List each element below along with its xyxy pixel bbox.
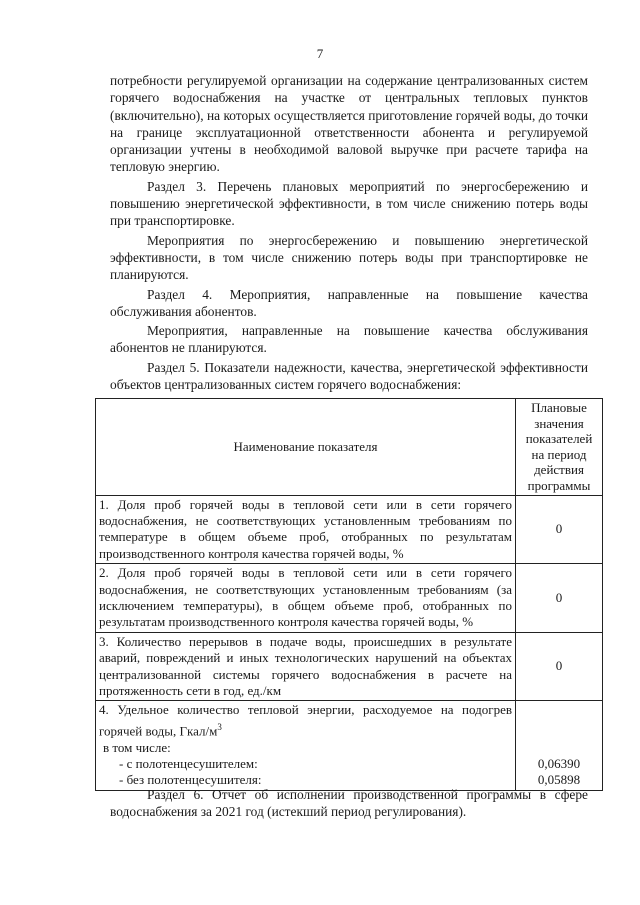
row4-including: в том числе: <box>103 739 171 755</box>
indicators-table <box>95 398 603 791</box>
section-3-heading: Раздел 3. Перечень плановых мероприятий по энергосбережению и повышению энергетической эффективности, в том числе снижению потерь воды при транспортировке. <box>110 178 588 229</box>
page-number: 7 <box>316 46 324 61</box>
indicator-value <box>516 701 603 790</box>
table-row <box>96 564 603 633</box>
row4-sub2-name: - без полотенцесушителя: <box>119 772 262 788</box>
section-6-heading: Раздел 6. Отчет об исполнении производственной программы в сфере водоснабжения за 2021 год (истекший период регулирования). <box>110 787 588 820</box>
row4-sub1-value: 0,06390 <box>537 755 581 771</box>
unit-superscript: 3 <box>217 721 222 732</box>
header-planned-values: Плановые значения показателей на период действия программы <box>516 399 603 496</box>
table-header-row <box>96 399 603 496</box>
indicator-name <box>96 701 516 790</box>
row4-sub2-value: 0,05898 <box>537 772 581 788</box>
table-row <box>96 632 603 701</box>
indicator-name: 3. Количество перерывов в подаче воды, происшедших в результате аварий, повреждений и иных технологических нарушений на объектах централизованной системы горячего водоснабжения в расчете на протяженность сети в год, ед./км <box>96 632 516 701</box>
section-4-text: Мероприятия, направленные на повышение качества обслуживания абонентов не планируются. <box>110 323 588 356</box>
indicator-name: 1. Доля проб горячей воды в тепловой сети или в сети горячего водоснабжения, не соответствующих установленным требованиям по температуре в общем объеме проб, отобранных по результатам производственного контроля качества горячей воды, % <box>96 495 516 564</box>
paragraph-continuation: потребности регулируемой организации на содержание централизованных систем горячего водоснабжения на участке от центральных тепловых пунктов (включительно), на которых осуществляется приготовление горячей воды, до точки на границе эксплуатационной ответственности абонента и регулируемой организации учтены в необходимой валовой выручке при расчете тарифа на тепловую энергию. <box>110 73 588 175</box>
row4-sub1-name: - с полотенцесушителем: <box>119 755 258 771</box>
indicator-value: 0 <box>516 564 603 633</box>
row4-title: 4. Удельное количество тепловой энергии, расходуемое на подогрев горячей воды, Гкал/м <box>99 702 512 739</box>
indicator-name: 2. Доля проб горячей воды в тепловой сети или в сети горячего водоснабжения, не соответствующих установленным требованиям (за исключением температуры), в общем объеме проб, отобранных по результатам производственного контроля качества горячей воды, % <box>96 564 516 633</box>
header-indicator-name: Наименование показателя <box>96 399 516 496</box>
table-row <box>96 495 603 564</box>
body-text <box>110 72 588 393</box>
section-3-text: Мероприятия по энергосбережению и повышению энергетической эффективности, в том числе снижению потерь воды при транспортировке не планируются. <box>110 232 588 283</box>
indicator-value: 0 <box>516 632 603 701</box>
section-5-heading: Раздел 5. Показатели надежности, качества, энергетической эффективности объектов централизованных систем горячего водоснабжения: <box>110 359 588 393</box>
indicator-value: 0 <box>516 495 603 564</box>
table-row <box>96 701 603 790</box>
section-4-heading: Раздел 4. Мероприятия, направленные на повышение качества обслуживания абонентов. <box>110 286 588 319</box>
